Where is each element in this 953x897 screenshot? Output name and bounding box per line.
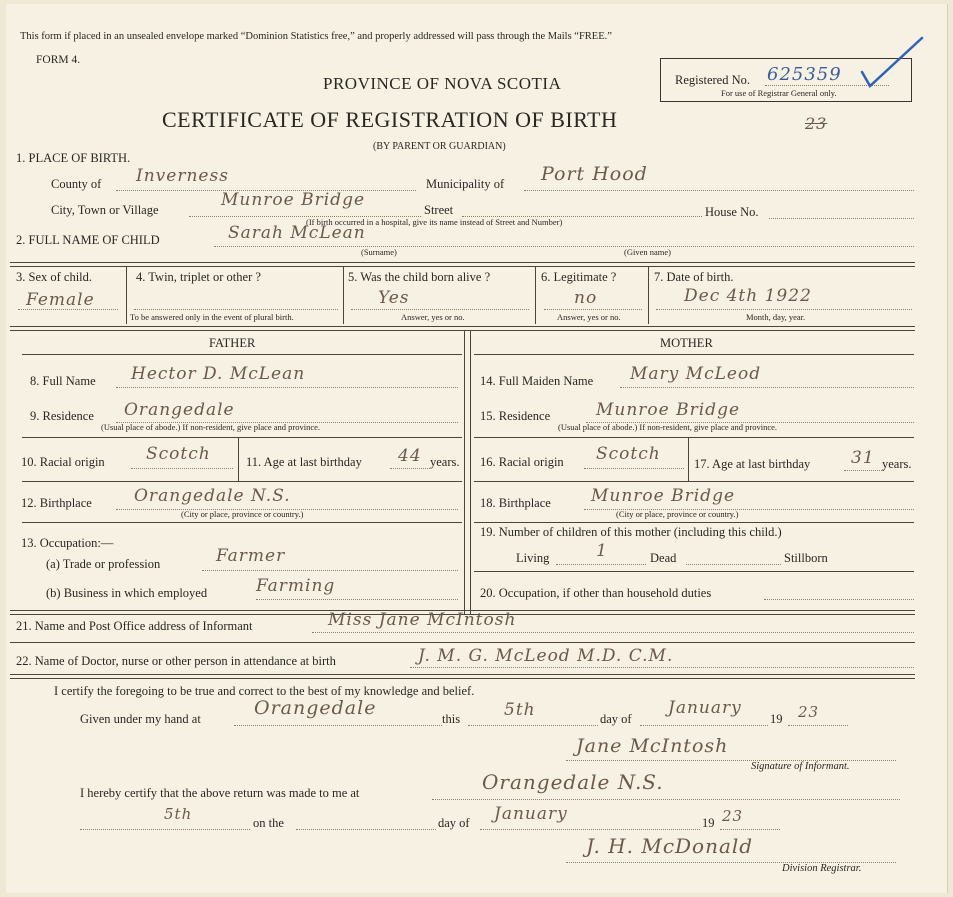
mother-birthplace-note: (City or place, province or country.) xyxy=(616,509,739,519)
legitimate-label: 6. Legitimate ? xyxy=(541,270,617,284)
registered-note: For use of Registrar General only. xyxy=(721,88,837,98)
twin-label: 4. Twin, triplet or other ? xyxy=(136,270,261,284)
born-alive-label: 5. Was the child born alive ? xyxy=(348,270,491,284)
return-certify-statement: I hereby certify that the above return was made to me at xyxy=(80,786,360,800)
dob-label: 7. Date of birth. xyxy=(654,270,734,284)
father-residence-value: Orangedale xyxy=(124,400,235,420)
father-birthplace-value: Orangedale N.S. xyxy=(134,486,291,506)
father-age-value: 44 xyxy=(398,446,422,466)
informant-signature: Jane McIntosh xyxy=(576,735,729,757)
given-year-prefix: 19 xyxy=(770,712,783,726)
county-label: County of xyxy=(51,177,102,191)
check-mark-icon xyxy=(858,34,928,94)
business-label: (b) Business in which employed xyxy=(46,586,208,600)
informant-value: Miss Jane McIntosh xyxy=(328,610,517,630)
mail-notice: This form if placed in an unsealed envelope marked “Dominion Statistics free,” and properly addressed will pass through the Mails “FREE.” xyxy=(20,31,612,42)
given-name-caption: (Given name) xyxy=(624,247,671,257)
mother-birthplace-label: 18. Birthplace xyxy=(480,496,551,510)
father-name-label: 8. Full Name xyxy=(30,374,96,388)
mother-years-label: years. xyxy=(882,457,912,471)
mother-racial-value: Scotch xyxy=(596,444,661,464)
legitimate-note: Answer, yes or no. xyxy=(557,312,621,322)
mother-name-label: 14. Full Maiden Name xyxy=(480,374,594,388)
child-name-label: 2. FULL NAME OF CHILD xyxy=(16,233,160,247)
given-day-value: 5th xyxy=(504,700,536,720)
given-month-value: January xyxy=(668,698,742,718)
father-birthplace-label: 12. Birthplace xyxy=(21,496,92,510)
return-year-value: 23 xyxy=(722,807,744,825)
doctor-label: 22. Name of Doctor, nurse or other person in attendance at birth xyxy=(16,654,336,668)
county-value: Inverness xyxy=(136,166,229,186)
born-alive-note: Answer, yes or no. xyxy=(401,312,465,322)
corner-mark: 23 xyxy=(805,114,828,133)
mother-residence-value: Munroe Bridge xyxy=(596,400,741,420)
living-value: 1 xyxy=(596,541,608,561)
mother-heading: MOTHER xyxy=(660,336,713,350)
sex-value: Female xyxy=(26,290,95,310)
twin-note: To be answered only in the event of plural birth. xyxy=(130,312,294,322)
given-at-label: Given under my hand at xyxy=(80,712,201,726)
dob-value: Dec 4th 1922 xyxy=(684,286,812,306)
mother-residence-note: (Usual place of abode.) If non-resident, give place and province. xyxy=(558,422,778,432)
trade-label: (a) Trade or profession xyxy=(46,557,161,571)
legitimate-value: no xyxy=(574,288,598,308)
municipality-value: Port Hood xyxy=(541,163,648,185)
mother-name-value: Mary McLeod xyxy=(630,364,762,384)
street-note: (If birth occurred in a hospital, give its name instead of Street and Number) xyxy=(306,217,563,227)
given-this-label: this xyxy=(442,712,461,726)
trade-value: Farmer xyxy=(216,546,286,566)
certificate-title: CERTIFICATE OF REGISTRATION OF BIRTH xyxy=(162,107,618,132)
registrar-signature: J. H. McDonald xyxy=(586,834,754,858)
registered-number: 625359 xyxy=(767,64,842,85)
city-value: Munroe Bridge xyxy=(221,190,366,210)
registrar-signature-label: Division Registrar. xyxy=(782,863,862,874)
mother-birthplace-value: Munroe Bridge xyxy=(591,486,736,506)
street-label: Street xyxy=(424,203,454,217)
dead-label: Dead xyxy=(650,551,677,565)
return-day-value: 5th xyxy=(164,805,193,823)
return-place-value: Orangedale N.S. xyxy=(482,770,664,794)
given-day-of-label: day of xyxy=(600,712,632,726)
occupation-label: 13. Occupation:— xyxy=(21,536,114,550)
informant-signature-label: Signature of Informant. xyxy=(751,761,850,772)
return-day-of-label: day of xyxy=(438,816,470,830)
business-value: Farming xyxy=(256,576,336,596)
place-of-birth-label: 1. PLACE OF BIRTH. xyxy=(16,151,131,165)
house-label: House No. xyxy=(705,205,759,219)
stillborn-label: Stillborn xyxy=(784,551,828,565)
registered-label: Registered No. xyxy=(675,73,750,87)
return-year-prefix: 19 xyxy=(702,816,715,830)
doctor-value: J. M. G. McLeod M.D. C.M. xyxy=(418,646,674,666)
surname-caption: (Surname) xyxy=(361,247,397,257)
father-name-value: Hector D. McLean xyxy=(131,364,306,384)
certify-statement: I certify the foregoing to be true and correct to the best of my knowledge and belief. xyxy=(54,684,475,698)
province-heading: PROVINCE OF NOVA SCOTIA xyxy=(323,74,562,93)
mother-age-value: 31 xyxy=(851,448,875,468)
born-alive-value: Yes xyxy=(378,288,410,308)
return-month-value: January xyxy=(494,804,568,824)
living-label: Living xyxy=(516,551,550,565)
mother-residence-label: 15. Residence xyxy=(480,409,551,423)
informant-label: 21. Name and Post Office address of Informant xyxy=(16,619,253,633)
mother-occupation-label: 20. Occupation, if other than household duties xyxy=(480,586,712,600)
municipality-label: Municipality of xyxy=(426,177,505,191)
mother-racial-label: 16. Racial origin xyxy=(480,455,564,469)
form-number: FORM 4. xyxy=(36,54,81,66)
father-racial-value: Scotch xyxy=(146,444,211,464)
given-year-value: 23 xyxy=(798,703,820,721)
father-age-label: 11. Age at last birthday xyxy=(246,455,362,469)
return-on-the-label: on the xyxy=(253,816,284,830)
father-heading: FATHER xyxy=(209,336,256,350)
sex-label: 3. Sex of child. xyxy=(16,270,93,284)
certificate-subtitle: (BY PARENT OR GUARDIAN) xyxy=(373,141,506,152)
mother-age-label: 17. Age at last birthday xyxy=(694,457,811,471)
children-count-label: 19. Number of children of this mother (including this child.) xyxy=(480,525,782,539)
city-label: City, Town or Village xyxy=(51,203,159,217)
given-at-value: Orangedale xyxy=(254,697,377,719)
father-birthplace-note: (City or place, province or country.) xyxy=(181,509,304,519)
father-racial-label: 10. Racial origin xyxy=(21,455,105,469)
father-residence-label: 9. Residence xyxy=(30,409,94,423)
father-years-label: years. xyxy=(430,455,460,469)
dob-note: Month, day, year. xyxy=(746,312,806,322)
child-name-value: Sarah McLean xyxy=(228,223,366,243)
birth-certificate xyxy=(6,4,948,893)
father-residence-note: (Usual place of abode.) If non-resident, give place and province. xyxy=(101,422,321,432)
